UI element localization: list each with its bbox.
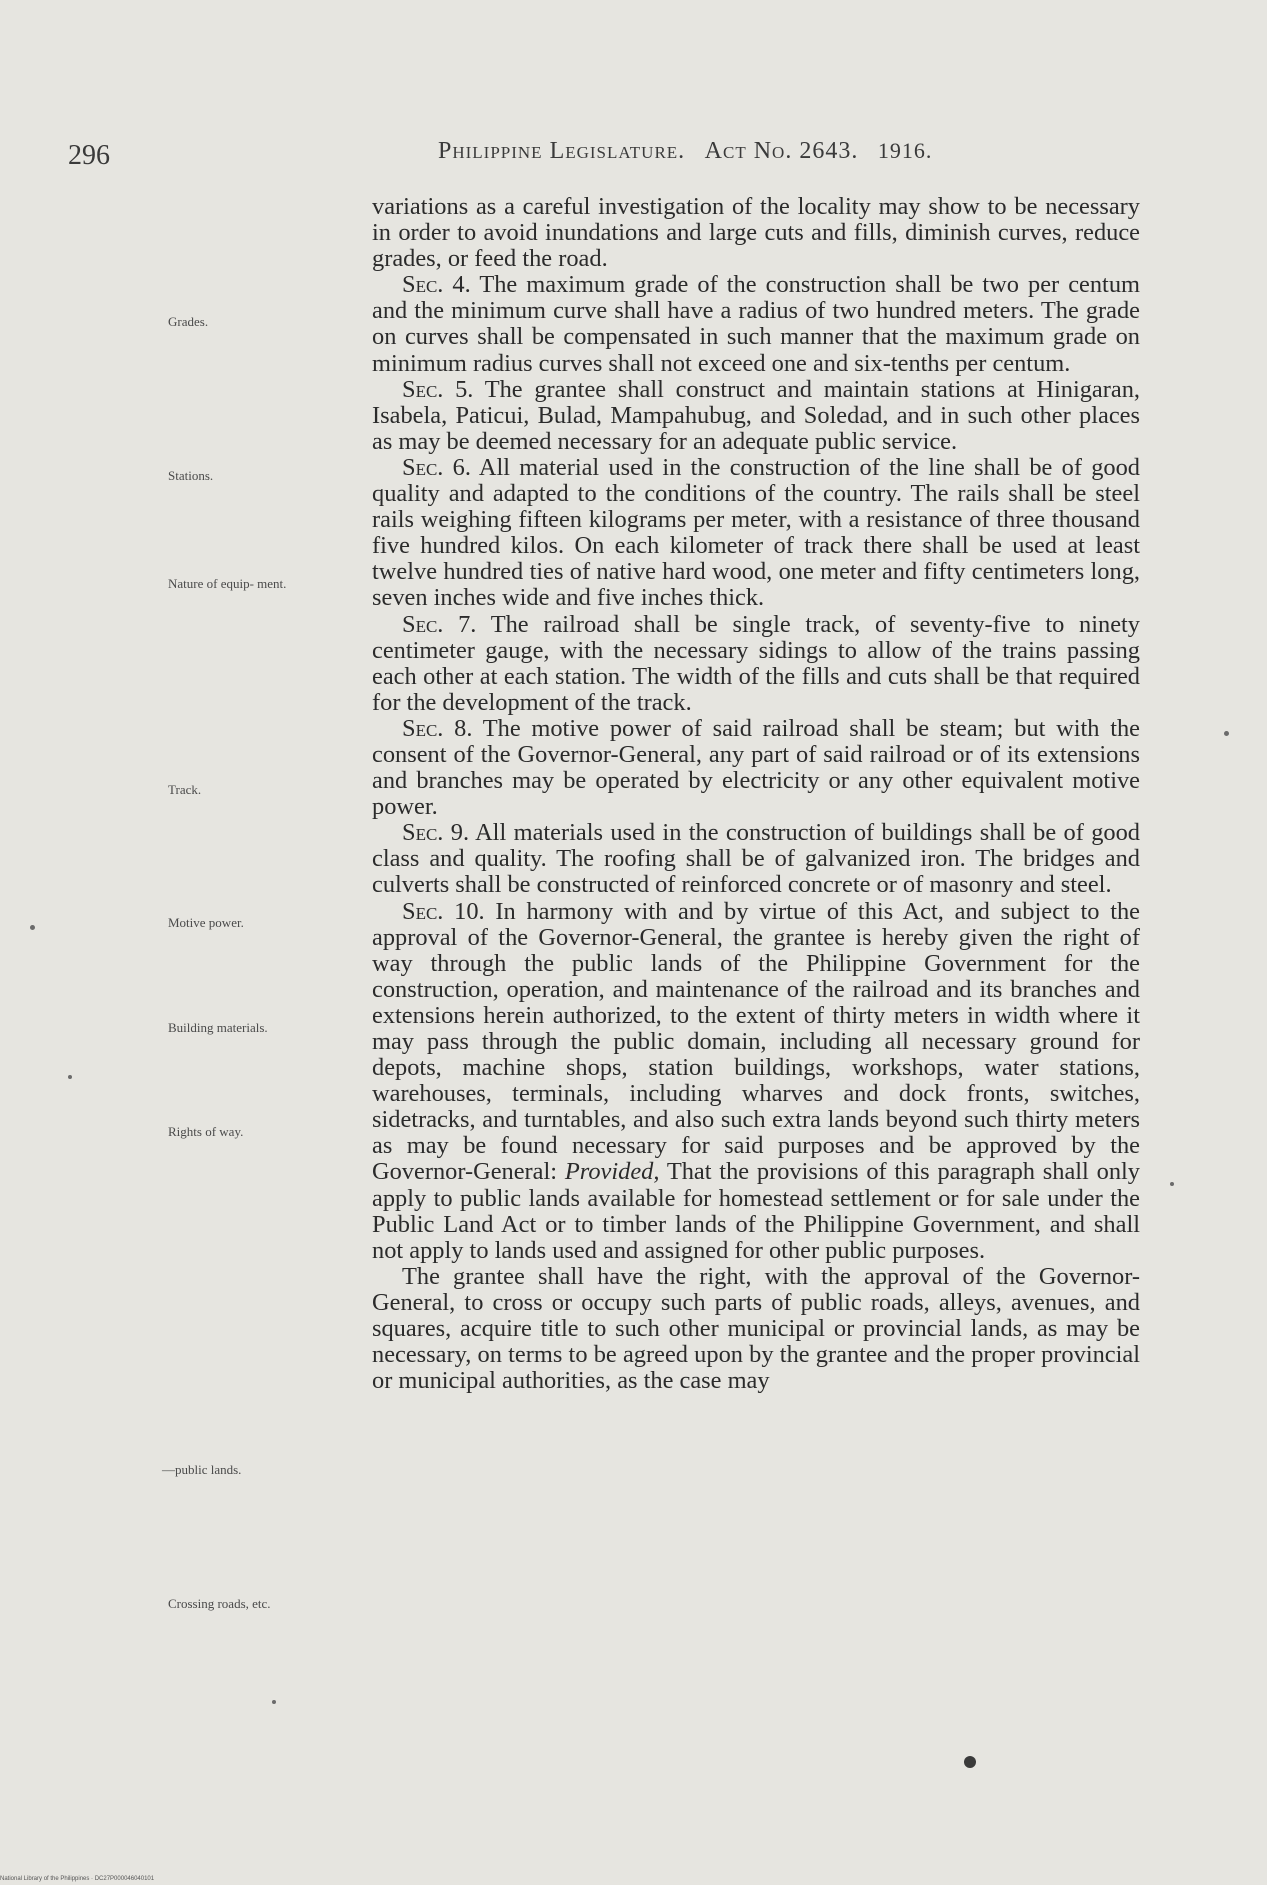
page-number: 296: [68, 140, 110, 171]
section-text: All materials used in the construction of buildings shall be of good class and quality. The roofing shall be of galvanized iron. The bridges and culverts shall be constructed of reinforced concrete or of masonry and steel.: [372, 819, 1140, 899]
section-label: Sec. 6.: [402, 453, 471, 481]
scan-speck: [30, 925, 35, 930]
section-text: That the provisions of this paragraph shall only apply to public lands available for homestead settlement or for sale under the Public Land Act or to timber lands of the Philippine Government, and shall not apply to lands used and assigned for other public purposes.: [372, 1158, 1140, 1264]
scan-speck: [1170, 1182, 1174, 1186]
section-text: In harmony with and by virtue of this Act, and subject to the approval of the Governor-General, the grantee is hereby given the right of way through the public lands of the Philippine Government for the construction, operation, and maintenance of the railroad and its branches and extensions herein authorized, to the extent of thirty meters in width where it may pass through the public domain, including all necessary ground for depots, machine shops, station buildings, workshops, water stations, warehouses, terminals, including wharves and dock fronts, switches, sidetracks, and turntables, and also such extra lands beyond such thirty meters as may be found necessary for said purposes and be approved by the Governor-General:: [372, 897, 1140, 1186]
section-label: Sec. 7.: [402, 610, 477, 638]
margin-note-public-lands: —public lands.: [162, 1462, 242, 1477]
section-7: [372, 612, 1140, 716]
section-text: The grantee shall construct and maintain stations at Hinigaran, Isabela, Paticui, Bulad, Mampahubug, and Soledad, and in such other places as may be deemed necessary for an adequate public service.: [372, 375, 1140, 455]
margin-note-nature-of-equipment: Nature of equip- ment.: [168, 576, 287, 591]
margin-note-building-materials: Building materials.: [168, 1020, 268, 1035]
running-head: [438, 138, 932, 165]
section-label: Sec. 4.: [402, 271, 471, 299]
section-8: [372, 716, 1140, 820]
section-text: The motive power of said railroad shall be steam; but with the consent of the Governor-General, any part of said railroad or of its extensions and branches may be operated by electricity or any other equivalent motive power.: [372, 714, 1140, 821]
section-5: [372, 377, 1140, 455]
scan-speck: [272, 1700, 276, 1704]
section-text: The maximum grade of the construction shall be two per centum and the minimum curve shall have a radius of two hundred meters. The grade on curves shall be compensated in such manner that the maximum grade on minimum radius curves shall not exceed one and six-tenths per centum.: [372, 271, 1140, 377]
section-text: The railroad shall be single track, of seventy-five to ninety centimeter gauge, with the necessary sidings to allow of the trains passing each other at each station. The width of the fills and cuts shall be that required for the development of the track.: [372, 610, 1140, 716]
body-text: [372, 194, 1140, 1394]
section-6: [372, 455, 1140, 612]
margin-note-grades: Grades.: [168, 314, 209, 329]
paragraph-continuation: variations as a careful investigation of the locality may show to be necessary in order to avoid inundations and large cuts and fills, diminish curves, reduce grades, or feed the road.: [372, 193, 1140, 273]
section-label: Sec. 9.: [402, 819, 470, 847]
section-label: Sec. 8.: [402, 714, 473, 742]
section-9: [372, 820, 1140, 898]
margin-note-stations: Stations.: [168, 468, 214, 483]
scan-speck: [68, 1075, 72, 1079]
running-head-act: Act No. 2643.: [704, 138, 859, 164]
running-head-year: 1916.: [877, 138, 933, 163]
margin-note-rights-of-way: Rights of way.: [168, 1124, 244, 1139]
section-text: All material used in the construction of the line shall be of good quality and adapted to the conditions of the country. The rails shall be steel rails weighing fifteen kilograms per meter, with a resistance of three thousand five hundred kilos. On each kilometer of track there shall be used at least twelve hundred ties of native hard wood, one meter and fifty centimeters long, seven inches wide and five inches thick.: [372, 453, 1141, 612]
section-label: Sec. 5.: [402, 375, 474, 403]
archive-footer-tag: National Library of the Philippines · DC27P000046040101: [0, 1876, 155, 1882]
running-head-title: Philippine Legislature.: [438, 138, 686, 164]
section-10: [372, 899, 1140, 1264]
margin-note-motive-power: Motive power.: [168, 915, 244, 930]
margin-note-track: Track.: [168, 782, 202, 797]
scan-speck: [1224, 731, 1229, 736]
section-4: [372, 272, 1140, 376]
margin-note-crossing-roads: Crossing roads, etc.: [168, 1596, 271, 1611]
paragraph-crossing-roads: The grantee shall have the right, with the approval of the Governor-General, to cross or occupy such parts of public roads, alleys, avenues, and squares, acquire title to such other municipal or provincial lands, as may be necessary, on terms to be agreed upon by the grantee and the proper provincial or municipal authorities, as the case may: [372, 1262, 1140, 1395]
scan-speck: [964, 1756, 976, 1768]
provided-word: Provided,: [564, 1158, 660, 1186]
section-label: Sec. 10.: [402, 897, 485, 925]
